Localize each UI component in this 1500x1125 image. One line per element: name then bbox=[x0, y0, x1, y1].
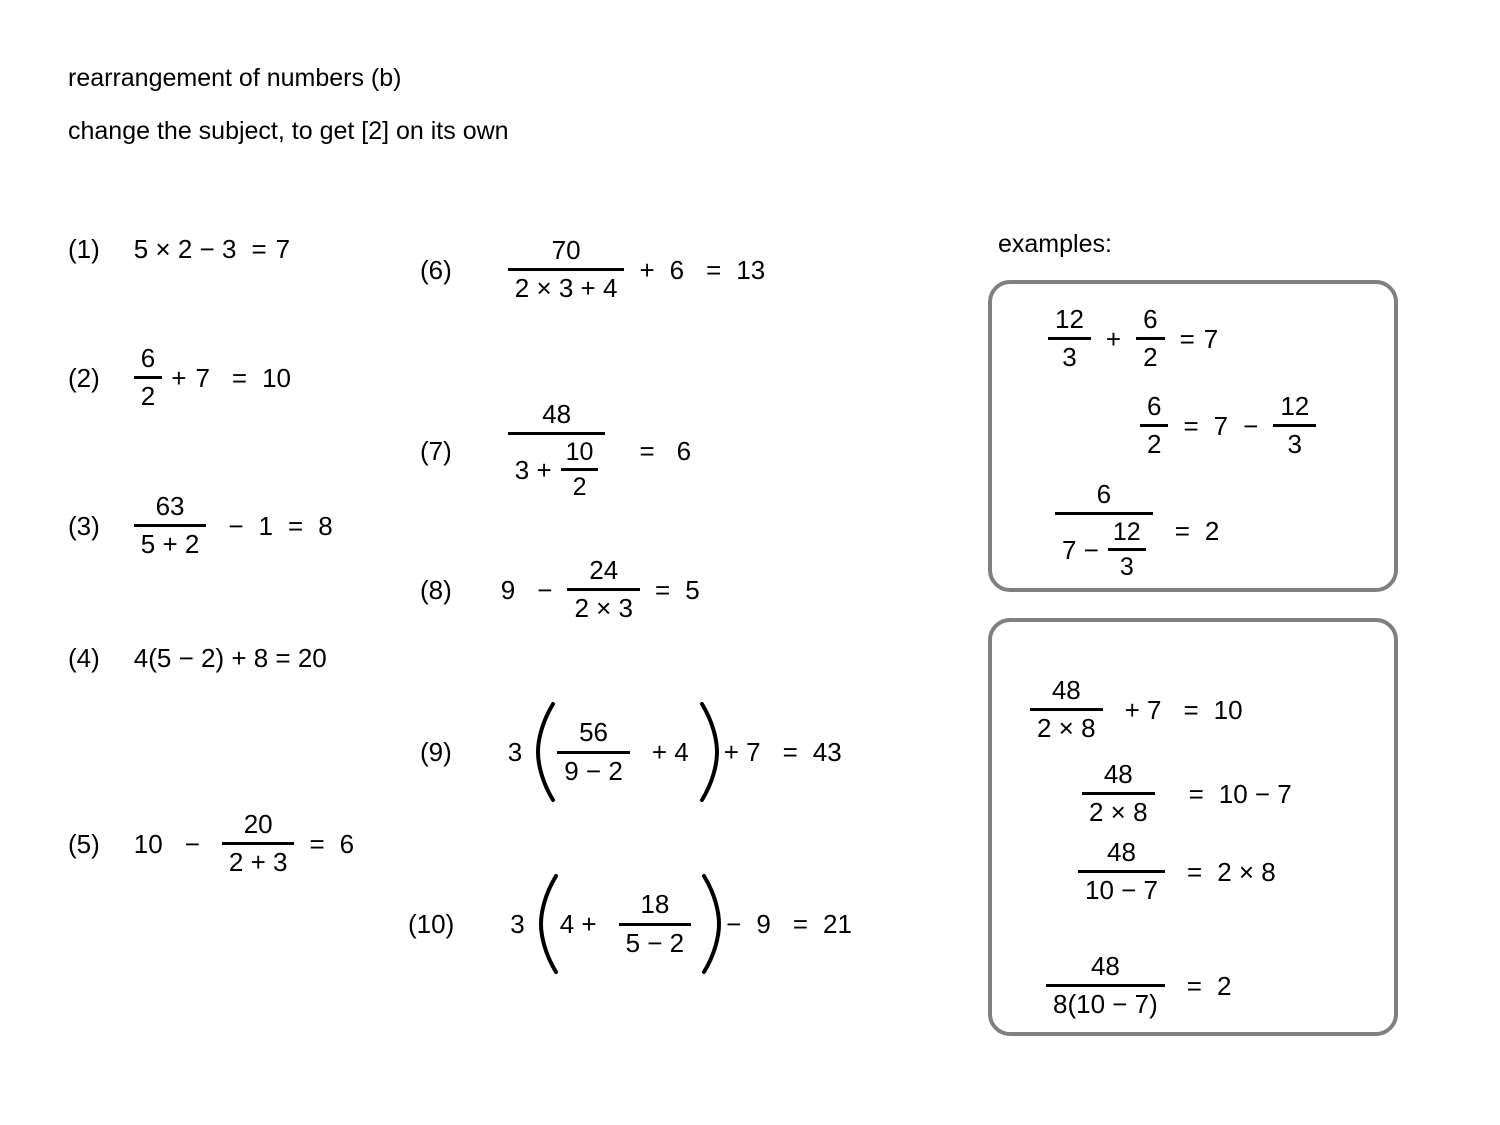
fraction-numerator: 70 bbox=[551, 235, 581, 265]
fraction-numerator: 56 bbox=[579, 717, 608, 748]
fraction-numerator: 48 bbox=[1103, 759, 1133, 789]
question-6-number: (6) bbox=[420, 254, 452, 285]
question-10-outer-operand: 9 bbox=[756, 909, 771, 939]
question-10 bbox=[408, 872, 852, 976]
question-2-equals: = bbox=[231, 362, 248, 393]
example-fraction bbox=[1078, 838, 1165, 905]
question-6-equals: = bbox=[706, 254, 722, 285]
question-2 bbox=[68, 344, 291, 411]
fraction-denominator: 2 × 8 bbox=[1037, 713, 1096, 744]
fraction-bar bbox=[619, 923, 692, 926]
question-5 bbox=[68, 810, 354, 877]
examples-label: examples: bbox=[998, 230, 1112, 258]
question-9-result: 43 bbox=[812, 737, 842, 767]
compound-denominator bbox=[1062, 518, 1146, 581]
example-1-line-1 bbox=[1048, 305, 1218, 372]
fraction-denominator: 9 − 2 bbox=[564, 755, 623, 786]
page-subtitle: change the subject, to get [2] on its own bbox=[68, 117, 509, 145]
example-fraction bbox=[1048, 305, 1091, 372]
example-equals: = bbox=[1183, 694, 1199, 725]
fraction-numerator: 12 bbox=[1280, 391, 1310, 421]
question-10-equals: = bbox=[792, 909, 808, 939]
question-5-result: 6 bbox=[339, 828, 355, 859]
fraction-numerator: 48 bbox=[1107, 837, 1136, 867]
fraction-denominator: 2 bbox=[572, 473, 587, 502]
question-6-operator: + bbox=[639, 254, 655, 285]
fraction-bar bbox=[508, 432, 606, 435]
example-1-line-2 bbox=[1140, 392, 1316, 459]
question-3-result: 8 bbox=[318, 510, 333, 541]
denominator-lead: 3 + bbox=[514, 454, 552, 485]
fraction-numerator: 6 bbox=[1096, 479, 1112, 509]
example-result: 10 bbox=[1213, 694, 1243, 725]
fraction-denominator: 2 × 3 bbox=[574, 593, 633, 624]
question-10-number: (10) bbox=[408, 909, 455, 939]
fraction-denominator: 3 bbox=[1062, 342, 1077, 373]
fraction-denominator bbox=[508, 438, 606, 501]
fraction-bar bbox=[1046, 984, 1165, 987]
close-paren-icon bbox=[700, 872, 726, 976]
example-1-line-3 bbox=[1055, 480, 1219, 581]
example-fraction bbox=[1030, 676, 1103, 743]
example-fraction bbox=[1273, 392, 1316, 459]
question-3-equals: = bbox=[288, 510, 304, 541]
fraction-denominator: 2 bbox=[140, 381, 156, 412]
question-5-operator: − bbox=[184, 828, 200, 859]
nested-fraction bbox=[561, 438, 599, 501]
question-8 bbox=[420, 556, 700, 623]
fraction-numerator: 6 bbox=[140, 343, 156, 373]
question-1-equals: = bbox=[251, 234, 267, 264]
question-2-fraction bbox=[134, 344, 162, 411]
open-paren-icon bbox=[531, 700, 557, 804]
fraction-bar bbox=[1082, 792, 1155, 795]
fraction-numerator: 6 bbox=[1147, 391, 1162, 421]
question-8-operator: − bbox=[537, 574, 553, 605]
example-equals: = bbox=[1183, 410, 1199, 441]
example-result: 10 − 7 bbox=[1218, 778, 1292, 809]
denominator-lead: 7 − bbox=[1062, 534, 1099, 565]
fraction-numerator: 12 bbox=[1055, 304, 1084, 334]
example-equals: = bbox=[1186, 970, 1202, 1001]
fraction-denominator: 2 + 3 bbox=[228, 847, 288, 878]
open-paren-icon bbox=[534, 872, 560, 976]
fraction-bar bbox=[1108, 548, 1146, 551]
fraction-bar bbox=[1030, 708, 1103, 711]
example-operator: + 7 bbox=[1124, 694, 1162, 725]
fraction-denominator: 2 bbox=[1143, 342, 1158, 373]
question-1 bbox=[68, 236, 290, 262]
fraction-bar bbox=[567, 588, 640, 591]
close-paren-icon bbox=[698, 700, 724, 804]
fraction-bar bbox=[557, 751, 630, 754]
question-9-number: (9) bbox=[420, 737, 452, 767]
fraction-numerator: 48 bbox=[1090, 951, 1120, 981]
question-3-operator: − bbox=[228, 510, 244, 541]
fraction-denominator bbox=[1055, 518, 1153, 581]
fraction-numerator: 20 bbox=[243, 809, 273, 839]
fraction-bar bbox=[1273, 424, 1316, 427]
question-7-equals: = bbox=[639, 435, 655, 466]
fraction-bar bbox=[134, 524, 207, 527]
question-8-result: 5 bbox=[685, 574, 700, 605]
example-result: 2 bbox=[1204, 515, 1220, 546]
example-equals: = bbox=[1188, 778, 1204, 809]
fraction-denominator: 3 bbox=[1287, 429, 1302, 460]
example-fraction bbox=[1136, 305, 1164, 372]
fraction-numerator: 48 bbox=[1051, 675, 1081, 705]
fraction-numerator: 63 bbox=[155, 491, 185, 521]
fraction-bar bbox=[222, 842, 295, 845]
fraction-denominator: 2 × 3 + 4 bbox=[514, 273, 618, 304]
question-8-fraction bbox=[567, 556, 640, 623]
question-7-number: (7) bbox=[420, 435, 452, 466]
question-10-inner-lead: 4 + bbox=[559, 909, 597, 939]
question-2-number: (2) bbox=[68, 362, 100, 393]
fraction-numerator: 18 bbox=[640, 889, 670, 920]
example-result: 7 bbox=[1203, 323, 1219, 354]
page-title: rearrangement of numbers (b) bbox=[68, 64, 402, 92]
compound-denominator bbox=[515, 438, 599, 501]
question-5-fraction bbox=[222, 810, 295, 877]
question-6-operand: 6 bbox=[669, 254, 685, 285]
question-10-fraction bbox=[619, 890, 692, 957]
question-5-equals: = bbox=[309, 828, 325, 859]
question-1-result: 7 bbox=[275, 234, 291, 264]
example-operator: − bbox=[1243, 410, 1259, 441]
fraction-numerator: 24 bbox=[589, 555, 619, 585]
question-7-fraction bbox=[508, 400, 606, 501]
fraction-denominator: 2 bbox=[1147, 429, 1162, 460]
example-result: 2 bbox=[1216, 970, 1232, 1001]
question-4-expression: 4(5 − 2) + 8 = 20 bbox=[133, 643, 327, 673]
question-8-number: (8) bbox=[420, 574, 452, 605]
fraction-bar bbox=[1055, 512, 1153, 515]
question-6-result: 13 bbox=[736, 254, 766, 285]
fraction-denominator: 5 + 2 bbox=[140, 529, 200, 560]
fraction-numerator: 10 bbox=[565, 438, 594, 467]
question-4-number: (4) bbox=[68, 643, 100, 673]
example-fraction bbox=[1140, 392, 1168, 459]
example-fraction bbox=[1082, 760, 1155, 827]
question-9-coefficient: 3 bbox=[507, 737, 523, 767]
example-2-line-1 bbox=[1030, 676, 1243, 743]
question-2-operator: + bbox=[171, 362, 187, 393]
question-4 bbox=[68, 645, 327, 671]
question-1-number: (1) bbox=[68, 234, 100, 264]
question-9-equals: = bbox=[782, 737, 798, 767]
fraction-denominator: 10 − 7 bbox=[1085, 875, 1159, 906]
example-2-line-2 bbox=[1082, 760, 1292, 827]
question-10-coefficient: 3 bbox=[510, 909, 525, 939]
question-6-fraction bbox=[508, 236, 625, 303]
fraction-bar bbox=[561, 468, 599, 471]
fraction-numerator: 12 bbox=[1112, 518, 1141, 547]
example-fraction bbox=[1055, 480, 1153, 581]
fraction-numerator: 6 bbox=[1143, 304, 1158, 334]
question-5-number: (5) bbox=[68, 828, 100, 859]
question-6 bbox=[420, 236, 765, 303]
question-3 bbox=[68, 492, 333, 559]
example-operator: + bbox=[1105, 323, 1122, 354]
fraction-denominator: 2 × 8 bbox=[1089, 797, 1148, 828]
fraction-denominator: 3 bbox=[1119, 553, 1134, 582]
question-9-fraction bbox=[557, 718, 630, 785]
question-3-fraction bbox=[134, 492, 207, 559]
fraction-denominator: 8(10 − 7) bbox=[1053, 989, 1158, 1020]
example-equals: = bbox=[1179, 323, 1195, 354]
question-5-operand: 10 bbox=[133, 828, 163, 859]
fraction-bar bbox=[1140, 424, 1168, 427]
example-equals: = bbox=[1187, 856, 1203, 887]
question-10-outer-operator: − bbox=[726, 909, 742, 939]
fraction-bar bbox=[1078, 870, 1165, 873]
question-9 bbox=[420, 700, 842, 804]
question-10-result: 21 bbox=[823, 909, 852, 939]
question-8-operand: 9 bbox=[500, 574, 516, 605]
fraction-bar bbox=[508, 268, 625, 271]
fraction-denominator: 5 − 2 bbox=[625, 927, 685, 958]
question-7 bbox=[420, 400, 691, 501]
example-operand: 7 bbox=[1213, 410, 1229, 441]
fraction-numerator: 48 bbox=[542, 399, 572, 429]
example-result: 2 × 8 bbox=[1217, 856, 1276, 887]
example-2-line-4 bbox=[1046, 952, 1231, 1019]
question-9-inner-operator: + 4 bbox=[651, 737, 689, 767]
fraction-bar bbox=[1136, 337, 1164, 340]
question-7-result: 6 bbox=[676, 435, 692, 466]
example-2-line-3 bbox=[1078, 838, 1276, 905]
question-2-result: 10 bbox=[262, 362, 292, 393]
question-9-outer-operator: + 7 bbox=[723, 737, 761, 767]
question-8-equals: = bbox=[655, 574, 671, 605]
question-3-number: (3) bbox=[68, 510, 100, 541]
example-equals: = bbox=[1174, 515, 1190, 546]
question-3-operand: 1 bbox=[258, 510, 273, 541]
question-2-operand: 7 bbox=[195, 362, 210, 393]
fraction-bar bbox=[134, 376, 162, 379]
question-1-expression: 5 × 2 − 3 bbox=[133, 234, 237, 264]
nested-fraction bbox=[1108, 518, 1146, 581]
example-fraction bbox=[1046, 952, 1165, 1019]
fraction-bar bbox=[1048, 337, 1091, 340]
